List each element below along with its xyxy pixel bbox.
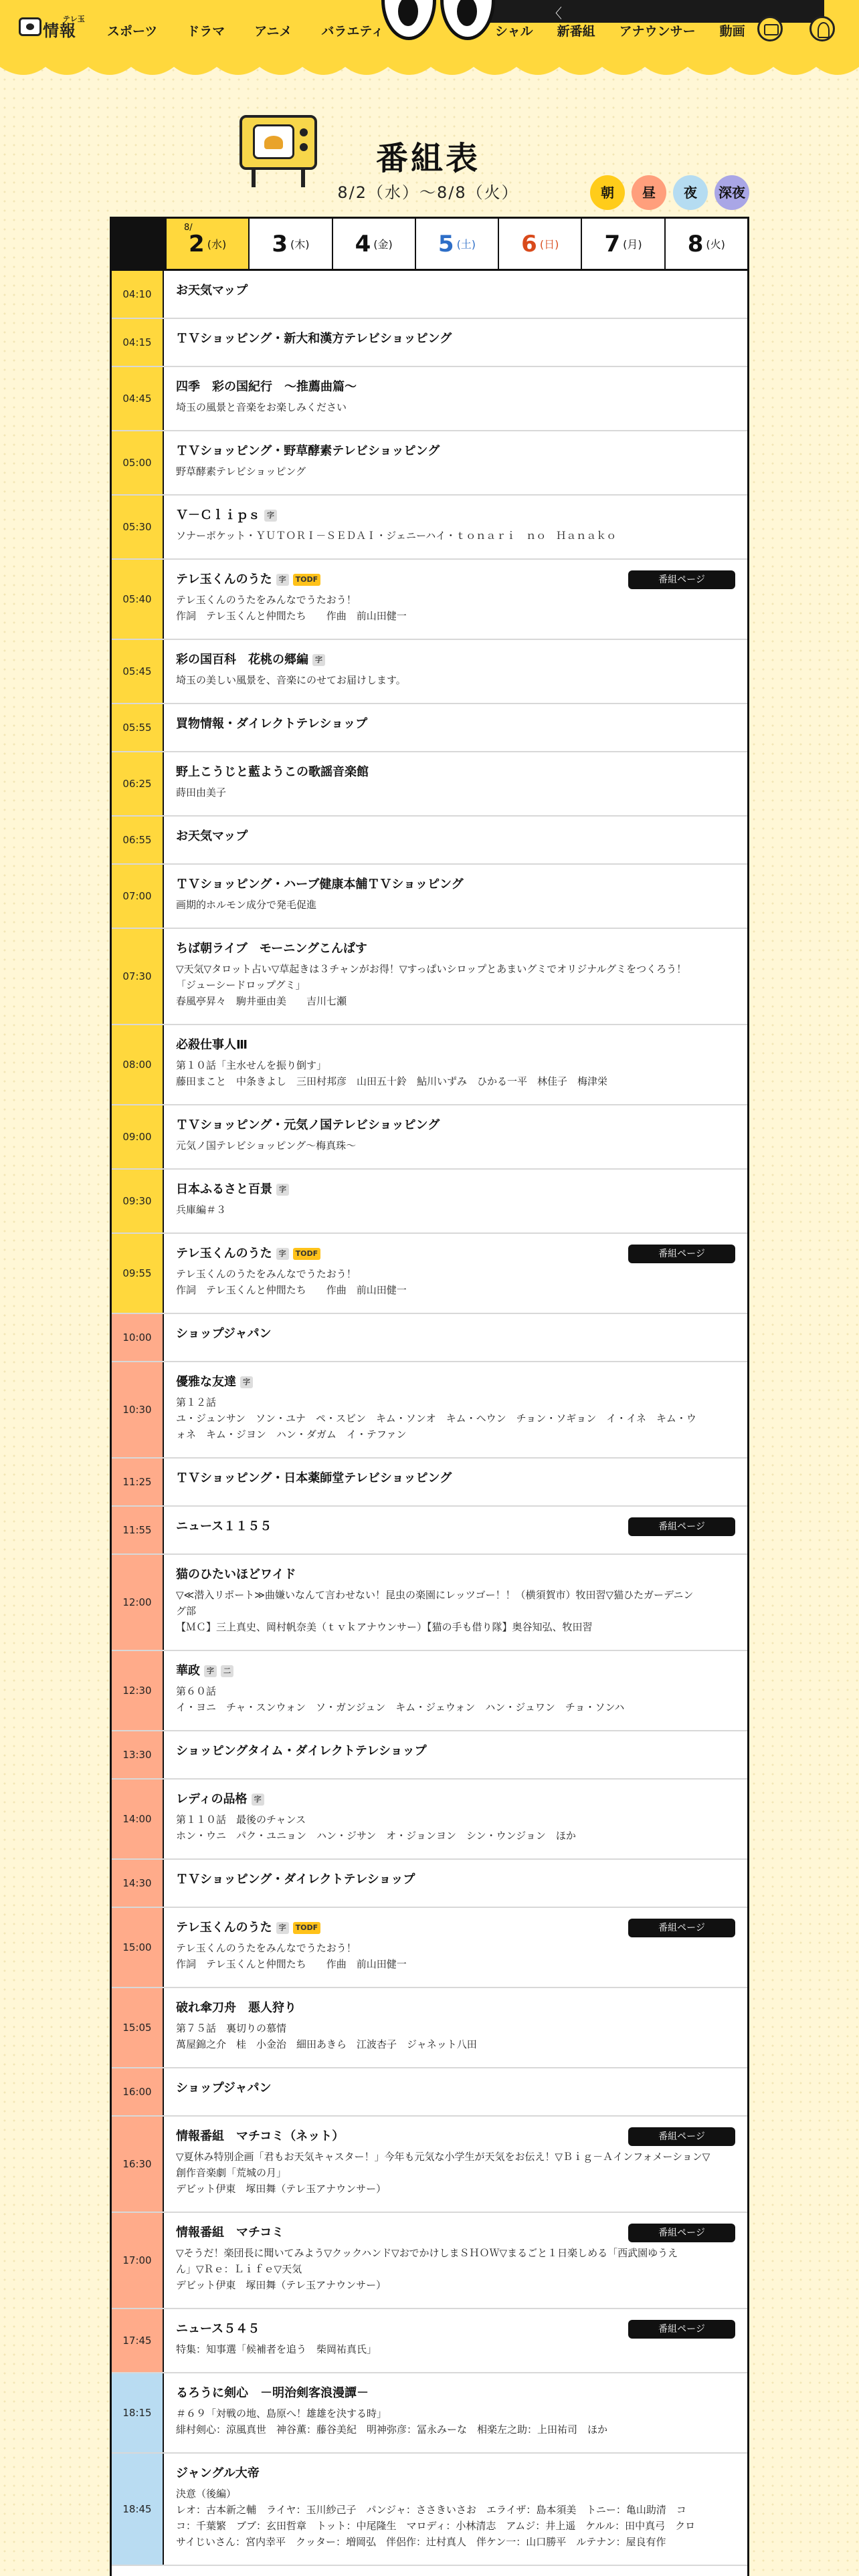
program-row[interactable]	[112, 1105, 747, 1170]
program-title-line[interactable]	[176, 716, 735, 732]
program-detail: 藤田まこと 中条きよし 三田村邦彦 山田五十鈴 鮎川いずみ ひかる一平 林佳子 梅津栄	[176, 1075, 608, 1087]
program-flag-badge: 字	[276, 1184, 289, 1196]
program-start-time: 05:30	[112, 496, 164, 558]
program-cell	[176, 1908, 735, 1972]
jump-daytime-button[interactable]: 昼	[632, 175, 666, 210]
program-title[interactable]: お天気マップ	[176, 829, 248, 843]
program-title-line[interactable]	[176, 652, 735, 668]
jump-evening-button[interactable]: 夜	[673, 175, 708, 210]
program-title-line[interactable]	[176, 1567, 735, 1583]
program-title-line[interactable]	[176, 1326, 735, 1342]
program-cell	[176, 2117, 735, 2197]
program-title[interactable]: 必殺仕事人Ⅲ	[176, 1038, 248, 1052]
program-detail: 萬屋錦之介 桂 小金治 細田あきら 江波杏子 ジャネット八田	[176, 2038, 477, 2050]
program-start-time: 07:30	[112, 929, 164, 1024]
program-row[interactable]	[112, 1234, 747, 1314]
program-row[interactable]	[112, 1025, 747, 1105]
program-title[interactable]: 華政	[176, 1664, 200, 1678]
tv-mascot-icon	[240, 115, 317, 189]
program-detail: 【ＭＣ】三上真史、岡村帆奈美（ｔｖｋアナウンサー）【猫の手も借り隊】奥谷知弘、牧田習	[176, 1621, 593, 1633]
program-flag-badge: 字	[312, 654, 325, 666]
program-title-line[interactable]	[176, 331, 735, 347]
program-row[interactable]	[112, 1314, 747, 1362]
program-detail: ホン・ウニ パク・ユニョン ハン・ジサン オ・ジョンヨン シン・ウンジョン ほか	[176, 1830, 576, 1842]
program-cell	[176, 752, 735, 800]
program-title[interactable]: ＴＶショッピング・ダイレクトテレショップ	[176, 1872, 415, 1887]
program-detail: ユ・ジュンサン ソン・ユナ ペ・スビン キム・ソンオ キム・ヘウン チョン・ソギョン イ・イネ キム・ウ	[176, 1412, 696, 1424]
date-tab[interactable]: 8/ 2 (水)	[165, 219, 248, 269]
program-title[interactable]: ショップジャパン	[176, 1327, 272, 1341]
program-title-line[interactable]	[176, 2385, 735, 2401]
program-row[interactable]	[112, 929, 747, 1025]
program-flag-badge: 二	[221, 1665, 233, 1677]
program-row[interactable]	[112, 2454, 747, 2566]
nav-special[interactable]: シャル	[495, 24, 533, 39]
program-start-time: 11:55	[112, 1507, 164, 1553]
program-detail: 第１０話「主水せんを振り倒す」	[176, 1059, 327, 1071]
program-start-time: 05:55	[112, 704, 164, 751]
nav-variety[interactable]: バラエティ	[321, 24, 384, 39]
program-title[interactable]: 野上こうじと藍ようこの歌謡音楽館	[176, 765, 369, 779]
program-flag-badge: 字	[240, 1376, 253, 1388]
program-title-line[interactable]	[176, 2000, 735, 2016]
program-start-time: 17:00	[112, 2213, 164, 2308]
program-cell	[176, 1731, 735, 1759]
nav-drama[interactable]: ドラマ	[187, 24, 225, 39]
program-row[interactable]	[112, 752, 747, 817]
program-cell	[176, 431, 735, 479]
program-start-time: 04:45	[112, 367, 164, 430]
program-title[interactable]: 日本ふるさと百景	[176, 1182, 272, 1196]
program-row[interactable]	[112, 1170, 747, 1234]
program-title-line[interactable]	[176, 1792, 735, 1808]
program-cell	[176, 1234, 735, 1298]
program-cell	[176, 1314, 735, 1342]
program-title[interactable]: ＴＶショッピング・野草酵素テレビショッピング	[176, 444, 440, 458]
program-title-line[interactable]	[176, 2466, 735, 2482]
tabs-corner	[112, 219, 165, 269]
program-title-line[interactable]	[176, 283, 735, 299]
program-detail: テレ玉くんのうたをみんなでうたおう！	[176, 1942, 357, 1954]
program-cell	[176, 1988, 735, 2052]
program-row[interactable]	[112, 2309, 747, 2373]
program-title-line[interactable]	[176, 1374, 735, 1390]
program-title[interactable]: ちば朝ライブ モーニングこんぱす	[176, 942, 367, 956]
program-title[interactable]: お天気マップ	[176, 284, 248, 298]
site-header	[0, 0, 859, 66]
program-detail: ▽夏休み特別企画「君もお天気キャスター！」今年も元気な小学生が天気をお伝え！▽Ｂｉｇ－Ａインフォメーション▽	[176, 2151, 710, 2163]
program-cell	[176, 2068, 735, 2097]
program-detail: 埼玉の風景と音楽をお楽しみください	[176, 401, 347, 413]
program-row[interactable]	[112, 1731, 747, 1780]
program-cell	[176, 1651, 735, 1715]
nav-announcers[interactable]: アナウンサー	[619, 24, 696, 39]
program-detail: ▽そうだ！楽団長に聞いてみよう▽クックハンド▽おでかけしまＳＨＯＷ▽まるごと１日楽しめる「西武園ゆうえ	[176, 2247, 678, 2259]
program-start-time: 06:25	[112, 752, 164, 815]
program-row[interactable]	[112, 1780, 747, 1860]
program-start-time: 05:00	[112, 431, 164, 494]
program-detail: レオ：古本新之輔 ライヤ：玉川紗己子 パンジャ：ささきいさお エライザ：島本須美 トニー：亀山助清 コ	[176, 2504, 686, 2516]
program-start-time: 09:00	[112, 1105, 164, 1168]
program-cell	[176, 2213, 735, 2293]
program-title-line[interactable]	[176, 829, 735, 845]
date-tab[interactable]: 6 (日)	[498, 219, 581, 269]
program-title-line[interactable]	[176, 1663, 735, 1679]
program-detail: ▽天気▽タロット占い▽草起きは３チャンがお得！▽すっぱいシロップとあまいグミでオリジナルグミをつくろう！	[176, 963, 687, 975]
program-row[interactable]	[112, 271, 747, 319]
program-row[interactable]	[112, 2068, 747, 2117]
program-title-line[interactable]	[176, 877, 735, 893]
program-start-time: 09:55	[112, 1234, 164, 1313]
program-page-button[interactable]: 番組ページ	[628, 1245, 735, 1263]
program-start-time: 15:05	[112, 1988, 164, 2067]
program-flag-badge: 字	[264, 510, 277, 522]
mascot-menu-icon[interactable]	[809, 16, 835, 41]
program-cell	[176, 1459, 735, 1487]
program-flag-badge: 字	[276, 1922, 289, 1934]
program-detail: コ：千葉繁 ブブ：玄田哲章 トット：中尾隆生 マロディ：小林清志 アムジ：井上遥 ケルル：田中真弓 クロ	[176, 2520, 696, 2532]
program-detail: ▽≪潜入リポート≫曲嫌いなんて言わせない！昆虫の楽園にレッツゴー！！（横須賀市）牧田習▽猫ひたガーデニン	[176, 1589, 694, 1601]
program-start-time: 08:00	[112, 1025, 164, 1104]
program-row[interactable]	[112, 1651, 747, 1731]
program-title[interactable]: ジャングル大帝	[176, 2466, 260, 2480]
program-cell	[176, 817, 735, 845]
program-title-line[interactable]	[176, 1037, 735, 1053]
program-row[interactable]	[112, 2373, 747, 2454]
program-row[interactable]	[112, 865, 747, 929]
date-tabs	[112, 219, 747, 271]
program-cell	[176, 560, 735, 624]
program-start-time: 14:00	[112, 1780, 164, 1858]
program-detail: イ・ヨニ チャ・スンウォン ソ・ガンジュン キム・ジェウォン ハン・ジュワン チョ・ソンハ	[176, 1701, 625, 1713]
program-start-time: 10:00	[112, 1314, 164, 1361]
program-title-line[interactable]	[176, 1117, 735, 1134]
program-cell	[176, 1170, 735, 1218]
nav-anime[interactable]: アニメ	[254, 24, 292, 39]
program-cell	[176, 704, 735, 732]
program-title[interactable]: ＴＶショッピング・日本薬師堂テレビショッピング	[176, 1471, 452, 1485]
tv-guide-icon[interactable]	[757, 16, 783, 41]
program-detail: 作詞 テレ玉くんと仲間たち 作曲 前山田健一	[176, 610, 407, 622]
program-row[interactable]	[112, 2117, 747, 2213]
program-title[interactable]: テレ玉くんのうた	[176, 1247, 272, 1261]
program-detail: 特集：知事選「候補者を追う 柴岡祐真氏」	[176, 2343, 377, 2355]
program-title-line[interactable]	[176, 764, 735, 780]
logo-text: 情報	[43, 21, 76, 40]
program-detail: 野草酵素テレビショッピング	[176, 465, 306, 477]
program-detail: 「ジューシードロップグミ」	[176, 979, 306, 991]
program-start-time: 17:45	[112, 2309, 164, 2372]
program-cell	[176, 2454, 735, 2550]
program-detail: 第１１０話 最後のチャンス	[176, 1814, 306, 1826]
program-start-time: 04:15	[112, 319, 164, 366]
program-page-button[interactable]: 番組ページ	[628, 1919, 735, 1937]
date-tab[interactable]: 7 (月)	[581, 219, 664, 269]
program-flag-badge: 字	[276, 574, 289, 586]
site-logo[interactable]	[19, 13, 92, 47]
program-row[interactable]	[112, 496, 747, 560]
program-cell	[176, 1555, 735, 1635]
program-detail: 画期的ホルモン成分で発毛促進	[176, 899, 317, 911]
program-title-line[interactable]	[176, 379, 735, 395]
program-start-time: 18:15	[112, 2373, 164, 2452]
program-title-line[interactable]	[176, 1182, 735, 1198]
program-schedule	[110, 217, 749, 2576]
program-cell	[176, 319, 735, 347]
tod-badge: TODF	[293, 1248, 321, 1260]
program-page-button[interactable]: 番組ページ	[628, 2127, 735, 2146]
program-title[interactable]: 情報番組 マチコミ（ネット）	[176, 2129, 345, 2143]
date-tab[interactable]: 8 (火)	[664, 219, 747, 269]
program-detail: デビット伊東 塚田舞（テレ玉アナウンサー）	[176, 2183, 387, 2195]
program-cell	[176, 1860, 735, 1888]
program-page-button[interactable]: 番組ページ	[628, 2320, 735, 2339]
jump-morning-button[interactable]: 朝	[590, 175, 625, 210]
program-row[interactable]	[112, 560, 747, 640]
program-detail: グ部	[176, 1605, 197, 1617]
program-title[interactable]: ショッピングタイム・ダイレクトテレショップ	[176, 1744, 427, 1758]
program-cell	[176, 640, 735, 688]
nav-videos[interactable]: 動画	[719, 24, 745, 39]
date-range: 8/2（水）〜8/8（火）	[337, 183, 519, 202]
program-detail: 第７５話 裏切りの慕情	[176, 2022, 287, 2034]
nav-sports[interactable]: スポーツ	[107, 24, 158, 39]
program-detail: 第６０話	[176, 1685, 217, 1697]
program-flag-badge: 字	[252, 1794, 264, 1806]
program-start-time: 09:30	[112, 1170, 164, 1232]
program-title[interactable]: ニュース５４５	[176, 2322, 260, 2336]
program-detail: ん」▽Ｒｅ：Ｌｉｆｅ▽天気	[176, 2263, 302, 2275]
program-detail: 作詞 テレ玉くんと仲間たち 作曲 前山田健一	[176, 1284, 407, 1296]
program-start-time: 12:30	[112, 1651, 164, 1730]
program-detail: 作詞 テレ玉くんと仲間たち 作曲 前山田健一	[176, 1958, 407, 1970]
program-detail: 兵庫編＃３	[176, 1204, 227, 1216]
logo-subtext: テレ玉	[63, 15, 85, 23]
program-start-time: 13:30	[112, 1731, 164, 1778]
program-title[interactable]: 破れ傘刀舟 悪人狩り	[176, 2001, 296, 2015]
program-row[interactable]	[112, 817, 747, 865]
program-title[interactable]: ショップジャパン	[176, 2081, 272, 2095]
program-page-button[interactable]: 番組ページ	[628, 1517, 735, 1536]
program-detail: 創作音楽劇「荒城の月」	[176, 2167, 287, 2179]
program-cell	[176, 496, 735, 544]
date-tab[interactable]: 5 (土)	[415, 219, 498, 269]
program-title-line[interactable]	[176, 508, 735, 524]
program-detail: 蒔田由美子	[176, 786, 227, 798]
program-title[interactable]: 買物情報・ダイレクトテレショップ	[176, 717, 368, 731]
program-row[interactable]	[112, 2213, 747, 2309]
program-title[interactable]: ＴＶショッピング・ハーブ健康本舗ＴＶショッピング	[176, 877, 464, 891]
program-row[interactable]	[112, 1507, 747, 1555]
tod-badge: TODF	[293, 1922, 321, 1934]
program-start-time: 12:00	[112, 1555, 164, 1650]
program-row[interactable]	[112, 431, 747, 496]
program-detail: ソナーポケット・ＹＵＴＯＲＩ－ＳＥＤＡＩ・ジェニーハイ・ｔｏｎａｒｉ ｎｏ Ｈａｎａｋｏ	[176, 530, 617, 542]
program-detail: 埼玉の美しい風景を、音楽にのせてお届けします。	[176, 674, 406, 686]
program-start-time: 11:25	[112, 1459, 164, 1505]
program-title-line[interactable]	[176, 443, 735, 459]
program-title-line[interactable]	[176, 1743, 735, 1759]
program-row[interactable]	[112, 1555, 747, 1651]
program-title[interactable]: レディの品格	[176, 1792, 248, 1806]
program-start-time: 16:00	[112, 2068, 164, 2115]
program-title-line[interactable]	[176, 941, 735, 957]
program-page-button[interactable]: 番組ページ	[628, 2224, 735, 2242]
program-cell	[176, 2309, 735, 2357]
program-flag-badge: 字	[204, 1665, 217, 1677]
program-title-line[interactable]	[176, 1872, 735, 1888]
program-cell	[176, 1362, 735, 1442]
tod-badge: TODF	[293, 574, 321, 586]
program-detail: 第１２話	[176, 1396, 217, 1408]
program-title[interactable]: るろうに剣心 －明治剣客浪漫譚－	[176, 2386, 369, 2400]
program-start-time: 14:30	[112, 1860, 164, 1907]
program-detail: テレ玉くんのうたをみんなでうたおう！	[176, 1268, 357, 1280]
program-start-time: 06:55	[112, 817, 164, 863]
program-title[interactable]: ＴＶショッピング・元気ノ国テレビショッピング	[176, 1118, 440, 1132]
program-title[interactable]: 情報番組 マチコミ	[176, 2226, 284, 2240]
date-tab[interactable]: 4 (金)	[332, 219, 415, 269]
program-detail: デビット伊東 塚田舞（テレ玉アナウンサー）	[176, 2279, 387, 2291]
program-title[interactable]: 猫のひたいほどワイド	[176, 1568, 296, 1582]
program-detail: ＃６９「対戦の地、島原へ！雄雄を決する時」	[176, 2407, 387, 2420]
jump-latenight-button[interactable]: 深夜	[714, 175, 749, 210]
program-detail: ォネ キム・ジヨン ハン・ダガム イ・テファン	[176, 1428, 407, 1440]
program-row[interactable]	[112, 1362, 747, 1459]
nav-new-programs[interactable]: 新番組	[557, 24, 595, 39]
program-start-time: 10:30	[112, 1362, 164, 1457]
program-detail: サイじいさん：宮内幸平 クッター：増岡弘 伴侶作：辻村真人 伴ケン一：山口勝平 ルテナン：屋良有作	[176, 2536, 666, 2548]
program-title-line[interactable]	[176, 2080, 735, 2097]
tv-logo-icon	[19, 17, 41, 36]
program-start-time: 15:00	[112, 1908, 164, 1987]
program-start-time: 04:10	[112, 271, 164, 318]
program-start-time: 16:30	[112, 2117, 164, 2212]
program-cell	[176, 2373, 735, 2438]
program-row[interactable]	[112, 319, 747, 367]
program-start-time: 05:45	[112, 640, 164, 703]
program-row[interactable]	[112, 1459, 747, 1507]
program-title[interactable]: テレ玉くんのうた	[176, 1921, 272, 1935]
program-detail: 緋村剣心：涼風真世 神谷薫：藤谷美紀 明神弥彦：冨永みーな 相楽左之助：上田祐司 ほか	[176, 2424, 608, 2436]
program-row[interactable]	[112, 1860, 747, 1908]
program-detail: テレ玉くんのうたをみんなでうたおう！	[176, 594, 357, 606]
program-row[interactable]	[112, 1988, 747, 2068]
program-detail: 元気ノ国テレビショッピング〜梅真珠〜	[176, 1140, 357, 1152]
program-title[interactable]: Ｖ－Ｃｌｉｐｓ	[176, 508, 260, 522]
program-cell	[176, 1780, 735, 1844]
program-cell	[176, 271, 735, 299]
program-title[interactable]: 優雅な友達	[176, 1375, 236, 1389]
program-detail: 春風亭昇々 駒井亜由美 吉川七瀬	[176, 995, 347, 1007]
program-title[interactable]: テレ玉くんのうた	[176, 572, 272, 586]
program-title[interactable]: 四季 彩の国紀行 〜推薦曲篇〜	[176, 380, 357, 394]
mascot-eyes-icon	[381, 0, 495, 40]
page-title: 番組表	[375, 140, 480, 177]
program-page-button[interactable]: 番組ページ	[628, 570, 735, 589]
program-start-time: 07:00	[112, 865, 164, 928]
program-flag-badge: 字	[276, 1248, 289, 1260]
main-nav	[107, 21, 413, 39]
program-cell	[176, 367, 735, 415]
program-detail: 決意（後編）	[176, 2488, 237, 2500]
program-start-time: 18:45	[112, 2454, 164, 2565]
program-title-line[interactable]	[176, 1471, 735, 1487]
program-row[interactable]	[112, 367, 747, 431]
main-nav-right	[495, 21, 769, 39]
chevron-left-icon[interactable]: 〈	[549, 5, 562, 21]
program-cell	[176, 1105, 735, 1154]
program-row[interactable]	[112, 704, 747, 752]
date-tab[interactable]: 3 (木)	[248, 219, 331, 269]
program-title[interactable]: 彩の国百科 花桃の郷編	[176, 653, 308, 667]
program-title[interactable]: ＴＶショッピング・新大和漢方テレビショッピング	[176, 332, 452, 346]
program-row[interactable]	[112, 640, 747, 704]
program-title[interactable]: ニュース１１５５	[176, 1519, 272, 1533]
program-cell	[176, 865, 735, 913]
program-cell	[176, 1025, 735, 1089]
program-cell	[176, 1507, 735, 1535]
program-row[interactable]	[112, 1908, 747, 1988]
program-start-time: 05:40	[112, 560, 164, 639]
program-cell	[176, 929, 735, 1009]
